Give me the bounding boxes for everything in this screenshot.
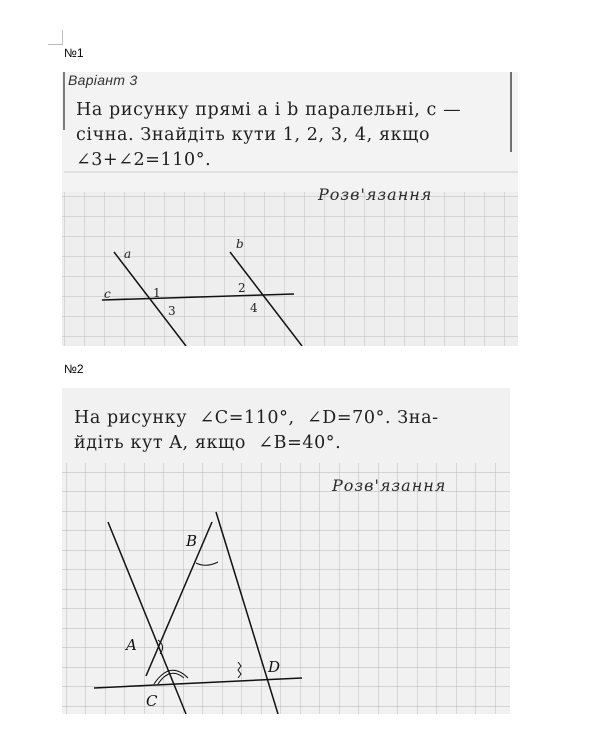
task-number-1: №1 (64, 46, 84, 60)
task-1-photo (62, 72, 518, 346)
base-line (94, 678, 302, 688)
angle-b-arc (196, 562, 218, 565)
label-a: a (124, 247, 132, 261)
figure-1 (62, 72, 518, 346)
task-2-line-1: На рисунку ∠C=110°, ∠D=70°. Зна- (74, 408, 439, 428)
label-b: b (236, 237, 244, 251)
point-c-label: C (146, 692, 158, 710)
angle-3-label: 3 (168, 304, 176, 318)
task-1-line-2: січна. Знайдіть кути 1, 2, 3, 4, якщо (76, 125, 431, 145)
task-1-line-1: На рисунку прямі a і b паралельні, c — (76, 100, 462, 120)
task-1-line-3: ∠3+∠2=110°. (76, 150, 212, 170)
solution-label-2: Розв'язання (332, 476, 447, 495)
transversal (146, 522, 212, 676)
variant-label: Варіант 3 (68, 72, 138, 88)
task-number-2: №2 (64, 362, 84, 376)
solution-label-1: Розв'язання (318, 185, 433, 204)
angle-d-mark (238, 662, 241, 678)
angle-1-label: 1 (153, 286, 161, 300)
figure-2 (62, 388, 510, 714)
point-b-label: B (186, 532, 198, 550)
point-d-label: D (268, 658, 281, 676)
angle-2-label: 2 (238, 281, 246, 295)
angle-4-label: 4 (250, 301, 258, 315)
task-2-line-2: йдіть кут A, якщо ∠B=40°. (74, 433, 342, 453)
line-right (216, 512, 281, 714)
label-c: c (104, 287, 111, 301)
task-2-photo (62, 388, 510, 714)
corner-mark (48, 30, 63, 45)
line-b (230, 252, 302, 346)
point-a-label: A (126, 636, 137, 654)
